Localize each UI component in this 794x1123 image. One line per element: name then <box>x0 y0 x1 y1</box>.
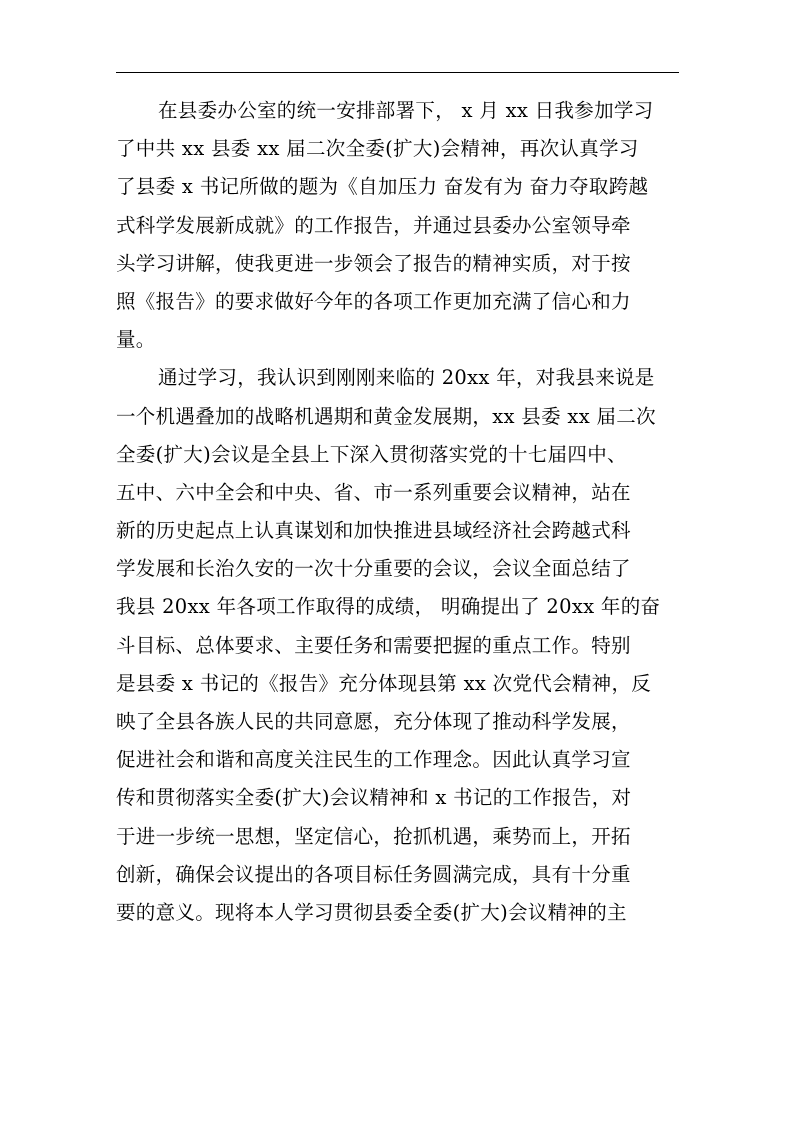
header-rule <box>116 72 679 73</box>
text-line: 五中、六中全会和中央、省、市一系列重要会议精神，站在 <box>116 480 631 504</box>
text-line: 一个机遇叠加的战略机遇期和黄金发展期，xx 县委 xx 届二次 <box>116 404 656 428</box>
text-line: 新的历史起点上认真谋划和加快推进县域经济社会跨越式科 <box>116 519 631 543</box>
text-line: 头学习讲解，使我更进一步领会了报告的精神实质，对于按 <box>116 251 631 275</box>
text-line: 映了全县各族人民的共同意愿，充分体现了推动科学发展， <box>116 710 631 733</box>
text-line: 通过学习，我认识到刚刚来临的 20xx 年，对我县来说是 <box>158 366 655 390</box>
text-line: 照《报告》的要求做好今年的各项工作更加充满了信心和力 <box>116 289 631 313</box>
text-line: 于进一步统一思想，坚定信心，抢抓机遇，乘势而上，开拓 <box>116 824 631 848</box>
text-line: 创新，确保会议提出的各项目标任务圆满完成，具有十分重 <box>116 862 631 886</box>
text-line: 斗目标、总体要求、主要任务和需要把握的重点工作。特别 <box>116 633 631 657</box>
text-line: 全委(扩大)会议是全县上下深入贯彻落实党的十七届四中、 <box>116 442 627 466</box>
text-line: 了县委 x 书记所做的题为《自加压力 奋发有为 奋力夺取跨越 <box>116 175 649 199</box>
text-line: 我县 20xx 年各项工作取得的成绩， 明确提出了 20xx 年的奋 <box>116 595 661 619</box>
text-line: 要的意义。现将本人学习贯彻县委全委(扩大)会议精神的主 <box>116 900 627 924</box>
text-line: 促进社会和谐和高度关注民生的工作理念。因此认真学习宣 <box>116 748 631 772</box>
text-line: 传和贯彻落实全委(扩大)会议精神和 x 书记的工作报告，对 <box>116 786 632 810</box>
paragraph-1 <box>116 92 679 359</box>
text-line: 了中共 xx 县委 xx 届二次全委(扩大)会精神，再次认真学习 <box>116 137 639 161</box>
text-line: 在县委办公室的统一安排部署下， x 月 xx 日我参加学习 <box>158 99 654 122</box>
paragraph-2 <box>116 359 679 932</box>
text-line: 是县委 x 书记的《报告》充分体现县第 xx 次党代会精神，反 <box>116 671 652 695</box>
text-line: 量。 <box>116 328 156 352</box>
document-body <box>116 92 679 932</box>
text-line: 学发展和长治久安的一次十分重要的会议，会议全面总结了 <box>116 557 631 581</box>
text-line: 式科学发展新成就》的工作报告，并通过县委办公室领导牵 <box>116 213 631 237</box>
